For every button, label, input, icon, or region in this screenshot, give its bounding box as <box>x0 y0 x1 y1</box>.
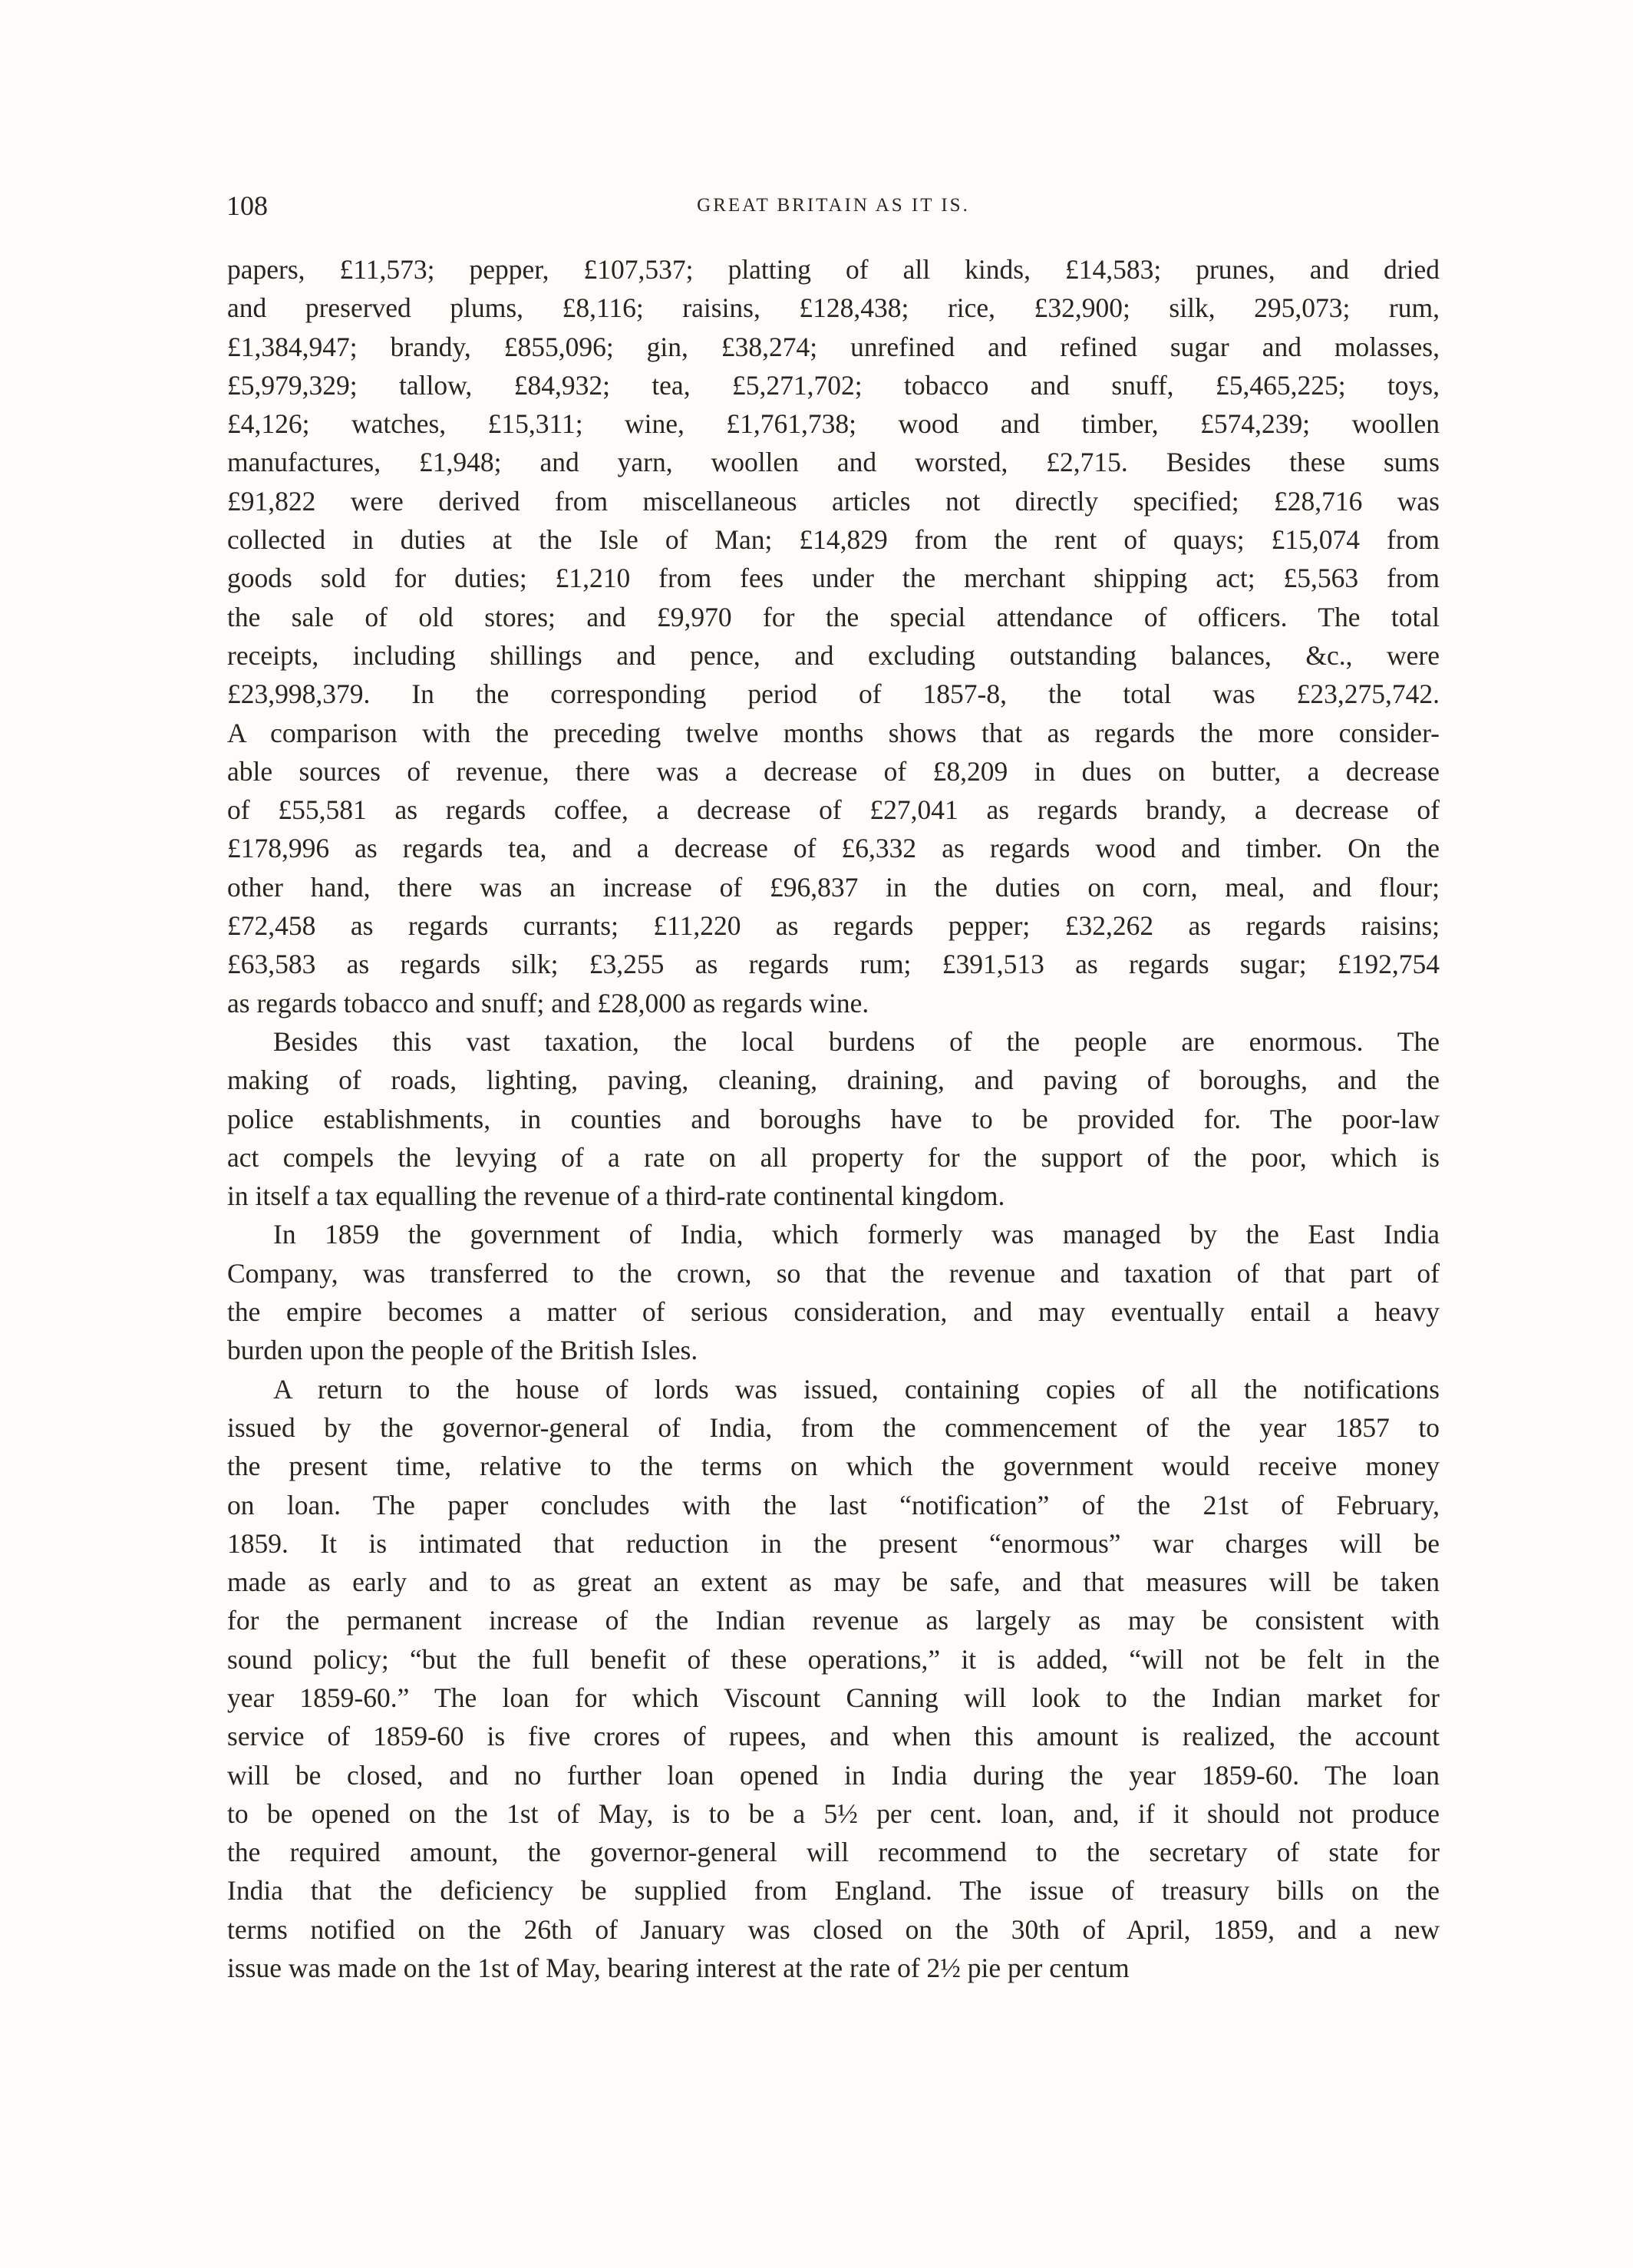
text-line: to be opened on the 1st of May, is to be a 5½ per cent. loan, and, if it should not produce <box>227 1798 1440 1829</box>
text-line: A comparison with the preceding twelve months shows that as regards the more consider- <box>227 717 1440 748</box>
text-line: £91,822 were derived from miscellaneous articles not directly specified; £28,716 was <box>227 485 1440 517</box>
text-line: collected in duties at the Isle of Man; £14,829 from the rent of quays; £15,074 from <box>227 524 1440 556</box>
text-line: £72,458 as regards currants; £11,220 as regards pepper; £32,262 as regards raisins; <box>227 910 1440 942</box>
text-line: as regards tobacco and snuff; and £28,000 as regards wine. <box>227 987 869 1018</box>
page-number: 108 <box>226 190 268 221</box>
text-line: year 1859-60.” The loan for which Viscount Canning will look to the Indian market for <box>227 1682 1440 1713</box>
text-line: India that the deficiency be supplied from England. The issue of treasury bills on the <box>227 1875 1440 1907</box>
text-line: and preserved plums, £8,116; raisins, £128,438; rice, £32,900; silk, 295,073; rum, <box>227 292 1440 324</box>
text-line: £5,979,329; tallow, £84,932; tea, £5,271,702; tobacco and snuff, £5,465,225; toys, <box>227 369 1440 401</box>
text-line: act compels the levying of a rate on all property for the support of the poor, which is <box>227 1141 1440 1173</box>
text-line: in itself a tax equalling the revenue of a third-rate continental kingdom. <box>227 1180 1005 1212</box>
text-line: £4,126; watches, £15,311; wine, £1,761,738; wood and timber, £574,239; woollen <box>227 408 1440 440</box>
running-head <box>226 187 1440 225</box>
text-line: £23,998,379. In the corresponding period of 1857-8, the total was £23,275,742. <box>227 678 1440 710</box>
text-line: issue was made on the 1st of May, bearing interest at the rate of 2½ pie per centum <box>227 1953 1130 1984</box>
text-line: A return to the house of lords was issued, containing copies of all the notifications <box>273 1373 1440 1405</box>
text-line: £178,996 as regards tea, and a decrease of £6,332 as regards wood and timber. On the <box>227 833 1440 864</box>
text-line: on loan. The paper concludes with the last “notification” of the 21st of February, <box>227 1489 1440 1520</box>
running-title: GREAT BRITAIN AS IT IS. <box>697 195 970 216</box>
text-line: issued by the governor-general of India, from the commencement of the year 1857 to <box>227 1411 1440 1443</box>
text-line: service of 1859-60 is five crores of rupees, and when this amount is realized, the account <box>227 1721 1440 1752</box>
text-line: burden upon the people of the British Isles. <box>227 1335 698 1366</box>
paragraph <box>227 1370 1440 1988</box>
text-line: able sources of revenue, there was a decrease of £8,209 in dues on butter, a decrease <box>227 755 1440 787</box>
text-line: Besides this vast taxation, the local burdens of the people are enormous. The <box>273 1025 1440 1057</box>
text-line: for the permanent increase of the Indian revenue as largely as may be consistent with <box>227 1605 1440 1636</box>
text-line: the empire becomes a matter of serious consideration, and may eventually entail a heavy <box>227 1296 1440 1328</box>
text-line: police establishments, in counties and boroughs have to be provided for. The poor-law <box>227 1103 1440 1134</box>
text-line: In 1859 the government of India, which formerly was managed by the East India <box>273 1219 1440 1250</box>
text-line: Company, was transferred to the crown, so that the revenue and taxation of that part of <box>227 1257 1440 1289</box>
paragraph <box>227 1215 1440 1369</box>
text-line: the required amount, the governor-general will recommend to the secretary of state for <box>227 1837 1440 1868</box>
text-line: will be closed, and no further loan opened in India during the year 1859-60. The loan <box>227 1759 1440 1791</box>
text-line: manufactures, £1,948; and yarn, woollen and worsted, £2,715. Besides these sums <box>227 447 1440 478</box>
text-line: of £55,581 as regards coffee, a decrease of £27,041 as regards brandy, a decrease of <box>227 794 1440 826</box>
paragraph <box>227 250 1440 1022</box>
text-line: the present time, relative to the terms on which the government would receive money <box>227 1451 1440 1482</box>
text-line: terms notified on the 26th of January was closed on the 30th of April, 1859, and a new <box>227 1913 1440 1945</box>
body-text <box>227 250 1440 1987</box>
text-line: receipts, including shillings and pence, and excluding outstanding balances, &c., were <box>227 639 1440 671</box>
text-line: made as early and to as great an extent as may be safe, and that measures will be taken <box>227 1566 1440 1598</box>
paragraph <box>227 1022 1440 1215</box>
text-line: 1859. It is intimated that reduction in the present “enormous” war charges will be <box>227 1527 1440 1559</box>
text-line: the sale of old stores; and £9,970 for the special attendance of officers. The total <box>227 601 1440 632</box>
text-line: goods sold for duties; £1,210 from fees under the merchant shipping act; £5,563 from <box>227 563 1440 594</box>
text-line: £1,384,947; brandy, £855,096; gin, £38,274; unrefined and refined sugar and molasses, <box>227 331 1440 362</box>
text-line: papers, £11,573; pepper, £107,537; platting of all kinds, £14,583; prunes, and dried <box>227 254 1440 285</box>
text-line: other hand, there was an increase of £96,837 in the duties on corn, meal, and flour; <box>227 871 1440 903</box>
text-line: £63,583 as regards silk; £3,255 as regards rum; £391,513 as regards sugar; £192,754 <box>227 949 1440 980</box>
text-line: sound policy; “but the full benefit of these operations,” it is added, “will not be felt in the <box>227 1643 1440 1675</box>
text-line: making of roads, lighting, paving, cleaning, draining, and paving of boroughs, and the <box>227 1065 1440 1096</box>
